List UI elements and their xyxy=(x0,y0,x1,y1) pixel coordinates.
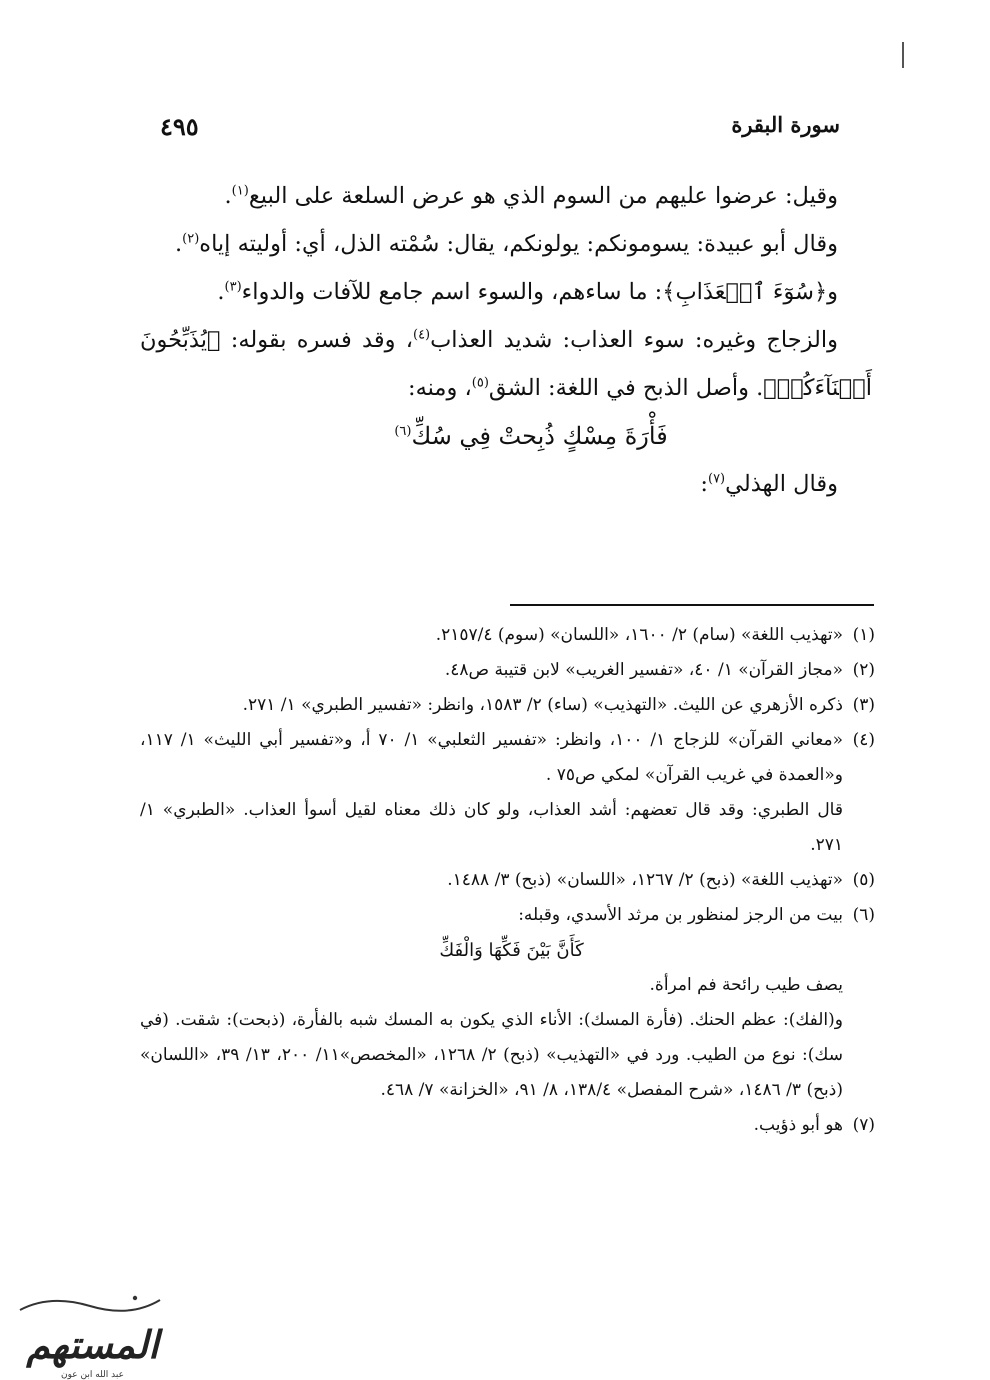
body-paragraph xyxy=(140,220,872,268)
footnote-text: «تهذيب اللغة» (سام) ٢/ ١٦٠٠، «اللسان» (سوم) ٢١٥٧/٤. xyxy=(435,625,843,645)
footnote-body xyxy=(140,723,843,863)
text-run: : xyxy=(700,471,708,497)
footnotes xyxy=(140,618,875,1143)
footnote-number: (٣) xyxy=(852,695,875,715)
footnote-number: (٧) xyxy=(852,1115,875,1135)
body-paragraph xyxy=(140,172,872,220)
footnote-ref: (٦) xyxy=(394,424,412,439)
footnote-body xyxy=(140,618,843,653)
body-paragraph xyxy=(140,268,872,316)
logo-word: المستهم xyxy=(26,1322,159,1367)
text-run: . xyxy=(217,279,225,305)
footnote-ref: (٣) xyxy=(224,279,242,295)
main-text xyxy=(140,172,872,508)
footnote-text: «تهذيب اللغة» (ذبح) ٢/ ١٢٦٧، «اللسان» (ذبح) ٣/ ١٤٨٨. xyxy=(447,870,843,890)
footnote xyxy=(140,618,875,653)
footnote xyxy=(140,898,875,1108)
footnote-ref: (٥) xyxy=(471,375,489,391)
text-run: وقال الهذلي xyxy=(725,471,838,497)
footnote xyxy=(140,863,875,898)
footnote-verse: كَأَنَّ بَيْنَ فَكِّهَا وَالْفَكِّ xyxy=(439,940,584,961)
logo-subtitle: عبد الله ابن عون xyxy=(61,1370,124,1380)
text-run: . xyxy=(174,231,183,257)
footnote-number: (٦) xyxy=(852,905,875,925)
footnote-ref: (١) xyxy=(231,183,249,199)
footnote xyxy=(140,723,875,863)
footnote-body xyxy=(140,863,843,898)
footnote-text: «معاني القرآن» للزجاج ١/ ١٠٠، وانظر: «تفسير الثعلبي» ١/ ٧٠ أ، و«تفسير أبي الليث» ١/ ١١٧، و«العمدة في غريب القرآن» لمكي ص٧٥ . xyxy=(140,730,844,785)
poetry-verse xyxy=(140,412,872,460)
footnote-text: قال الطبري: وقد قال تعضهم: أشد العذاب، ولو كان ذلك معناه لقيل أسوأ العذاب. «الطبري» ١/ ٢٧١. xyxy=(140,800,843,855)
footnote-text: يصف طيب رائحة فم امرأة. xyxy=(649,975,843,995)
footnote-ref: (٢) xyxy=(182,231,200,247)
footnote-body xyxy=(140,653,843,688)
footnote-number: (٤) xyxy=(852,730,875,750)
footnote xyxy=(140,653,875,688)
footnote-number: (٢) xyxy=(852,660,875,680)
body-paragraph xyxy=(140,316,872,412)
text-run: وقيل: عرضوا عليهم من السوم الذي هو عرض السلعة على البيع xyxy=(248,183,838,209)
footnote-body xyxy=(140,688,843,723)
footnote-text: ذكره الأزهري عن الليث. «التهذيب» (ساء) ٢/ ١٥٨٣، وانظر: «تفسير الطبري» ١/ ٢٧١. xyxy=(242,695,843,715)
text-run: وقال أبو عبيدة: يسومونكم: يولونكم، يقال: سُمْته الذل، أي: أوليته إياه xyxy=(199,231,838,257)
text-run: ، ومنه: xyxy=(408,375,472,401)
footnote-text: بيت من الرجز لمنظور بن مرثد الأسدي، وقبله: xyxy=(518,905,843,925)
surah-title: سورة البقرة xyxy=(731,112,840,137)
footnote-body xyxy=(140,898,843,1108)
footnote xyxy=(140,688,875,723)
footnote-body xyxy=(140,1108,843,1143)
page-header xyxy=(160,112,840,152)
text-run: . xyxy=(224,183,232,209)
footnote-separator xyxy=(510,604,874,606)
text-run: والزجاج وغيره: سوء العذاب: شديد العذاب xyxy=(430,327,839,353)
text-run: ، وقد فسره بقوله: ﴿يُذَبِّحُونَ أَبۡنَآءَكُمۡ﴾. وأصل الذبح في اللغة: الشق xyxy=(140,327,872,401)
publisher-logo xyxy=(10,1292,175,1380)
footnote-ref: (٤) xyxy=(412,327,431,343)
footnote-text: و(الفك): عظم الحنك. (فأرة المسك): الأناء الذي يكون به المسك شبه بالفأرة، (ذبحت): شقت. (في سك): نوع من الطيب. ورد في «التهذيب» (ذبح) ٢/ ١٢٦٨، «المخصص»١١/ ٢٠٠، ١٣/ ٣٩، «اللسان» (ذبح) ٣/ ١٤٨٦، «شرح المفصل» ١٣٨/٤، ٨/ ٩١، «الخزانة» ٧/ ٤٦٨. xyxy=(140,1010,843,1100)
page-number: ٤٩٥ xyxy=(160,112,199,141)
footnote-number: (٥) xyxy=(852,870,875,890)
page-edge-marker xyxy=(902,42,904,68)
text-run: و﴿سُوٓءَ ٱلۡعَذَابِ﴾: ما ساءهم، والسوء اسم جامع للآفات والدواء xyxy=(241,279,838,305)
footnote-number: (١) xyxy=(852,625,875,645)
logo-flourish-icon xyxy=(10,1292,175,1316)
footnote-ref: (٧) xyxy=(707,471,726,487)
text-run: فَأْرَةَ مِسْكٍ ذُبِحتْ فِي سُكِّ xyxy=(411,422,668,450)
footnote-text: «مجاز القرآن» ١/ ٤٠، «تفسير الغريب» لابن قتيبة ص٤٨. xyxy=(444,660,843,680)
footnote-text: هو أبو ذؤيب. xyxy=(753,1115,843,1135)
footnote xyxy=(140,1108,875,1143)
body-paragraph xyxy=(140,460,872,508)
